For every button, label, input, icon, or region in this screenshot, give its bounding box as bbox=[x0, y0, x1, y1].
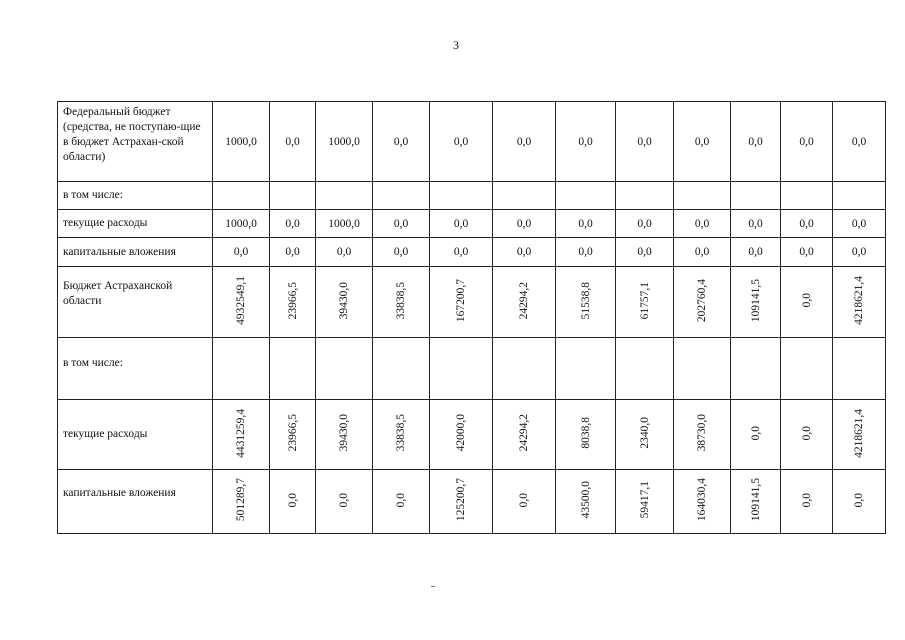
table-cell: 1000,0 bbox=[316, 210, 373, 238]
table-cell bbox=[493, 470, 556, 534]
table-cell bbox=[731, 267, 781, 338]
table-cell bbox=[556, 267, 616, 338]
table-cell bbox=[556, 470, 616, 534]
cell-value: 0,0 bbox=[800, 425, 813, 441]
table-cell: 0,0 bbox=[373, 238, 430, 267]
cell-value: 39430,0 bbox=[338, 281, 350, 320]
cell-value: 167200,7 bbox=[455, 278, 467, 323]
table-cell bbox=[373, 470, 430, 534]
cell-value: 43500,0 bbox=[579, 481, 592, 519]
table-cell: 0,0 bbox=[731, 238, 781, 267]
table-cell bbox=[731, 182, 781, 210]
table-cell bbox=[493, 267, 556, 338]
table-row bbox=[58, 470, 886, 534]
table-cell: 0,0 bbox=[674, 210, 731, 238]
table-cell bbox=[493, 400, 556, 470]
table-cell: 0,0 bbox=[731, 210, 781, 238]
cell-value: 33838,5 bbox=[395, 414, 407, 452]
table-cell: 0,0 bbox=[674, 238, 731, 267]
cell-value: 0,0 bbox=[749, 425, 762, 441]
table-cell: 0,0 bbox=[493, 102, 556, 182]
table-cell bbox=[270, 400, 316, 470]
cell-value: 23966,5 bbox=[286, 414, 299, 452]
cell-value: 24294,2 bbox=[518, 414, 530, 452]
table-cell: 0,0 bbox=[731, 102, 781, 182]
cell-value: 8038,8 bbox=[579, 417, 592, 449]
row-label: текущие расходы bbox=[58, 210, 213, 238]
cell-value: 38730,0 bbox=[696, 414, 708, 452]
row-label: капитальные вложения bbox=[58, 470, 213, 534]
table-cell: 0,0 bbox=[781, 238, 833, 267]
table-cell: 0,0 bbox=[270, 210, 316, 238]
cell-value: 51538,8 bbox=[579, 281, 592, 320]
table-cell: 0,0 bbox=[781, 102, 833, 182]
row-label: в том числе: bbox=[58, 338, 213, 400]
cell-value: 0,0 bbox=[800, 492, 813, 508]
cell-value: 42000,0 bbox=[455, 414, 467, 452]
table-cell bbox=[674, 267, 731, 338]
cell-value: 39430,0 bbox=[338, 414, 350, 452]
cell-value: 202760,4 bbox=[696, 278, 708, 323]
table-cell bbox=[316, 400, 373, 470]
table-cell: 0,0 bbox=[556, 102, 616, 182]
table-cell bbox=[833, 267, 886, 338]
table-cell bbox=[316, 267, 373, 338]
table-cell: 1000,0 bbox=[316, 102, 373, 182]
table-cell: 0,0 bbox=[373, 210, 430, 238]
table-row bbox=[58, 267, 886, 338]
table-cell bbox=[781, 182, 833, 210]
cell-value: 4218621,4 bbox=[853, 276, 865, 325]
table-cell bbox=[556, 338, 616, 400]
table-cell bbox=[316, 338, 373, 400]
table-cell bbox=[373, 338, 430, 400]
cell-value: 61757,1 bbox=[638, 281, 651, 320]
table-cell bbox=[373, 400, 430, 470]
table-cell bbox=[616, 267, 674, 338]
cell-value: 2340,0 bbox=[638, 417, 651, 449]
table-cell: 0,0 bbox=[556, 210, 616, 238]
table-cell bbox=[430, 470, 493, 534]
table-cell bbox=[833, 470, 886, 534]
cell-value: 0,0 bbox=[800, 293, 813, 308]
table-cell: 0,0 bbox=[833, 102, 886, 182]
cell-value: 109141,5 bbox=[749, 278, 762, 323]
row-label: Федеральный бюджет (средства, не поступаю-щие в бюджет Астрахан-ской области) bbox=[58, 102, 213, 182]
table-cell: 0,0 bbox=[430, 210, 493, 238]
table-cell bbox=[781, 267, 833, 338]
table-cell bbox=[674, 182, 731, 210]
cell-value: 164030,4 bbox=[696, 478, 708, 522]
table-cell bbox=[430, 338, 493, 400]
table-cell bbox=[316, 470, 373, 534]
table-cell: 1000,0 bbox=[213, 210, 270, 238]
cell-value: 59417,1 bbox=[638, 481, 651, 519]
cell-value: 0,0 bbox=[853, 492, 865, 508]
table-cell bbox=[213, 470, 270, 534]
table-cell bbox=[493, 338, 556, 400]
table-cell bbox=[430, 400, 493, 470]
table-cell: 0,0 bbox=[373, 102, 430, 182]
table-cell bbox=[213, 182, 270, 210]
table-cell: 0,0 bbox=[616, 238, 674, 267]
table-cell bbox=[833, 400, 886, 470]
table-cell bbox=[270, 470, 316, 534]
table-cell bbox=[270, 182, 316, 210]
scan-speck bbox=[431, 586, 435, 587]
table-row bbox=[58, 338, 886, 400]
page-number: 3 bbox=[453, 38, 459, 52]
table-cell: 0,0 bbox=[270, 102, 316, 182]
table-cell bbox=[213, 267, 270, 338]
row-label: текущие расходы bbox=[58, 400, 213, 470]
cell-value: 4932549,1 bbox=[235, 276, 247, 325]
table-cell: 0,0 bbox=[430, 238, 493, 267]
row-label: Бюджет Астраханской области bbox=[58, 267, 213, 338]
table-cell bbox=[781, 338, 833, 400]
table-cell: 0,0 bbox=[616, 210, 674, 238]
table-row bbox=[58, 182, 886, 210]
table-cell: 0,0 bbox=[616, 102, 674, 182]
row-label: капитальные вложения bbox=[58, 238, 213, 267]
table-cell bbox=[833, 182, 886, 210]
table-cell bbox=[833, 338, 886, 400]
table-cell: 0,0 bbox=[493, 210, 556, 238]
cell-value: 501289,7 bbox=[235, 478, 247, 522]
table-cell bbox=[430, 267, 493, 338]
table-cell bbox=[781, 400, 833, 470]
table-cell bbox=[616, 400, 674, 470]
table-cell: 0,0 bbox=[270, 238, 316, 267]
table-cell bbox=[731, 470, 781, 534]
table-cell bbox=[270, 338, 316, 400]
table-cell bbox=[616, 470, 674, 534]
cell-value: 0,0 bbox=[338, 492, 350, 508]
table-cell bbox=[270, 267, 316, 338]
table-cell bbox=[213, 400, 270, 470]
table-cell: 0,0 bbox=[213, 238, 270, 267]
table-cell bbox=[556, 400, 616, 470]
table-cell: 0,0 bbox=[833, 238, 886, 267]
table-row bbox=[58, 102, 886, 182]
table-cell: 0,0 bbox=[316, 238, 373, 267]
table-row bbox=[58, 238, 886, 267]
table-cell bbox=[674, 400, 731, 470]
table-cell bbox=[493, 182, 556, 210]
cell-value: 125200,7 bbox=[455, 478, 467, 522]
table-cell bbox=[616, 338, 674, 400]
table-cell bbox=[731, 400, 781, 470]
cell-value: 0,0 bbox=[286, 492, 299, 508]
cell-value: 24294,2 bbox=[518, 281, 530, 320]
table-cell bbox=[213, 338, 270, 400]
table-cell: 0,0 bbox=[493, 238, 556, 267]
table-cell bbox=[373, 182, 430, 210]
table-cell bbox=[373, 267, 430, 338]
table-cell: 0,0 bbox=[430, 102, 493, 182]
table-cell bbox=[731, 338, 781, 400]
table-row bbox=[58, 210, 886, 238]
cell-value: 0,0 bbox=[518, 492, 530, 508]
cell-value: 23966,5 bbox=[286, 281, 299, 320]
budget-table bbox=[57, 101, 886, 534]
table-cell bbox=[556, 182, 616, 210]
cell-value: 109141,5 bbox=[749, 478, 762, 522]
table-cell: 0,0 bbox=[674, 102, 731, 182]
cell-value: 0,0 bbox=[395, 492, 407, 508]
table-cell: 1000,0 bbox=[213, 102, 270, 182]
table-cell bbox=[674, 338, 731, 400]
table-cell bbox=[674, 470, 731, 534]
row-label: в том числе: bbox=[58, 182, 213, 210]
table-cell: 0,0 bbox=[833, 210, 886, 238]
table-cell bbox=[781, 470, 833, 534]
table-cell bbox=[430, 182, 493, 210]
table-cell bbox=[316, 182, 373, 210]
table-cell: 0,0 bbox=[556, 238, 616, 267]
cell-value: 33838,5 bbox=[395, 281, 407, 320]
table-row bbox=[58, 400, 886, 470]
table-cell: 0,0 bbox=[781, 210, 833, 238]
cell-value: 4431259,4 bbox=[235, 408, 247, 458]
table-cell bbox=[616, 182, 674, 210]
cell-value: 4218621,4 bbox=[853, 408, 865, 458]
